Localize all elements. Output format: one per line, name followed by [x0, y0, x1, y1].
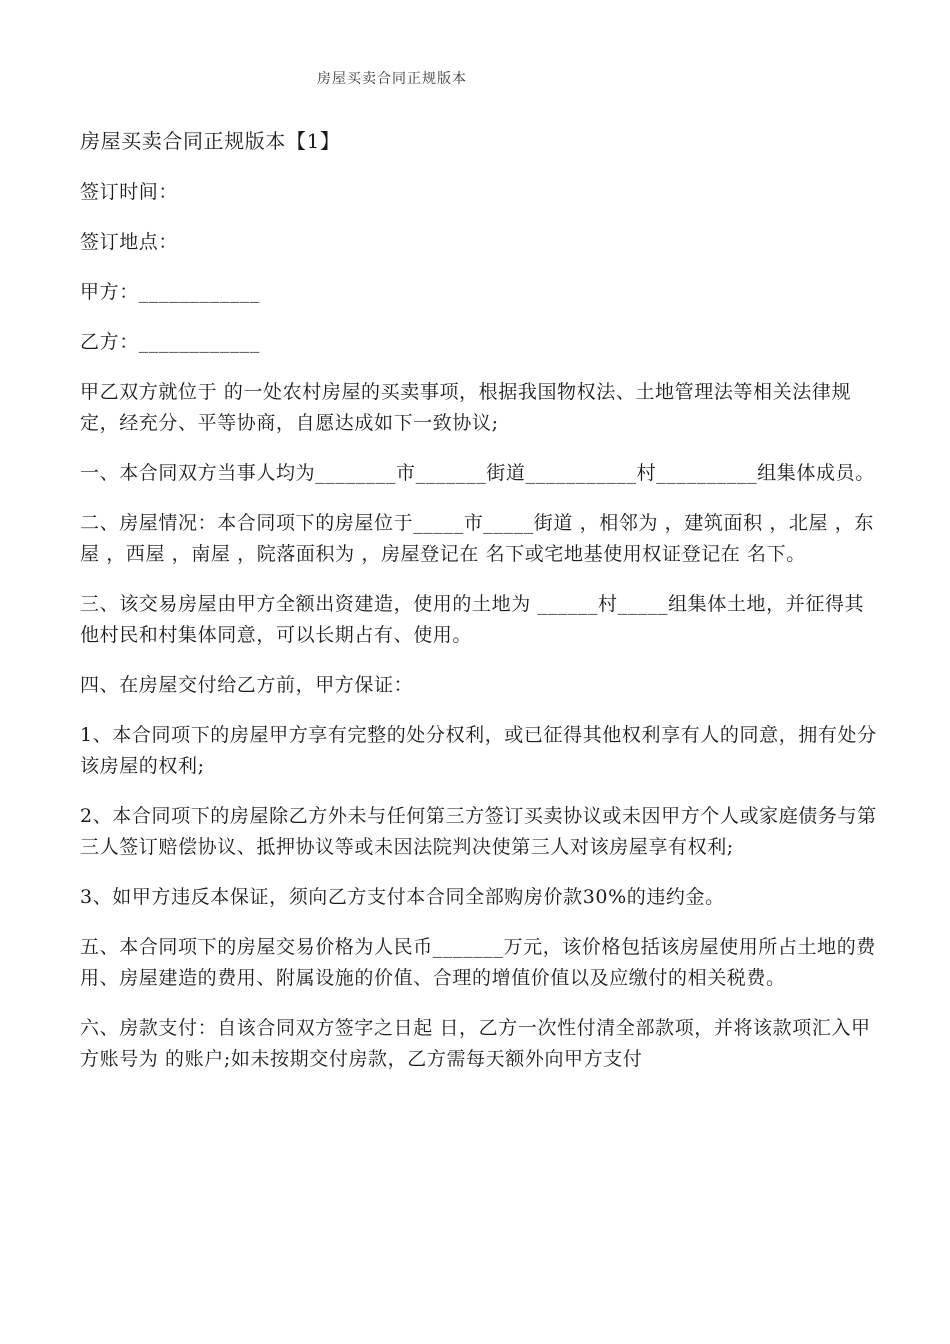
clause-2: 二、房屋情况：本合同项下的房屋位于_____市_____街道 ，相邻为 ，建筑面积 ，北屋 ，东屋 ，西屋 ，南屋 ，院落面积为 ，房屋登记在 名下或宅地基使用权证登记在 名下。	[80, 512, 874, 565]
intro-paragraph: 甲乙双方就位于 的一处农村房屋的买卖事项，根据我国物权法、土地管理法等相关法律规定，经充分、平等协商，自愿达成如下一致协议;	[80, 381, 852, 434]
party-b-field: 乙方：____________	[80, 331, 261, 353]
clause-5: 五、本合同项下的房屋交易价格为人民币_______万元，该价格包括该房屋使用所占土地的费用、房屋建造的费用、附属设施的价值、合理的增值价值以及应缴付的相关税费。	[80, 936, 876, 989]
clause-4-item-2: 2、本合同项下的房屋除乙方外未与任何第三方签订买卖协议或未因甲方个人或家庭债务与第三人签订赔偿协议、抵押协议等或未因法院判决使第三人对该房屋享有权利;	[80, 805, 877, 858]
sign-time-field: 签订时间：	[80, 181, 179, 203]
clause-4: 四、在房屋交付给乙方前，甲方保证：	[80, 674, 414, 696]
clause-3: 三、该交易房屋由甲方全额出资建造，使用的土地为 ______村_____组集体土地，并征得其他村民和村集体同意，可以长期占有、使用。	[80, 593, 865, 646]
running-header: 房屋买卖合同正规版本	[317, 71, 467, 87]
contract-body	[80, 126, 880, 1094]
clause-6: 六、房款支付：自该合同双方签字之日起 日，乙方一次性付清全部款项，并将该款项汇入甲方账号为 的账户;如未按期交付房款，乙方需每天额外向甲方支付	[80, 1017, 871, 1070]
clause-1: 一、本合同双方当事人均为________市_______街道___________村__________组集体成员。	[80, 462, 875, 484]
contract-title: 房屋买卖合同正规版本【1】	[80, 129, 341, 153]
clause-4-item-3: 3、如甲方违反本保证，须向乙方支付本合同全部购房价款30%的违约金。	[80, 886, 725, 908]
party-a-field: 甲方：____________	[80, 281, 261, 303]
sign-place-field: 签订地点：	[80, 231, 179, 253]
clause-4-item-1: 1、本合同项下的房屋甲方享有完整的处分权利，或已征得其他权利享有人的同意，拥有处分该房屋的权利;	[80, 724, 877, 777]
